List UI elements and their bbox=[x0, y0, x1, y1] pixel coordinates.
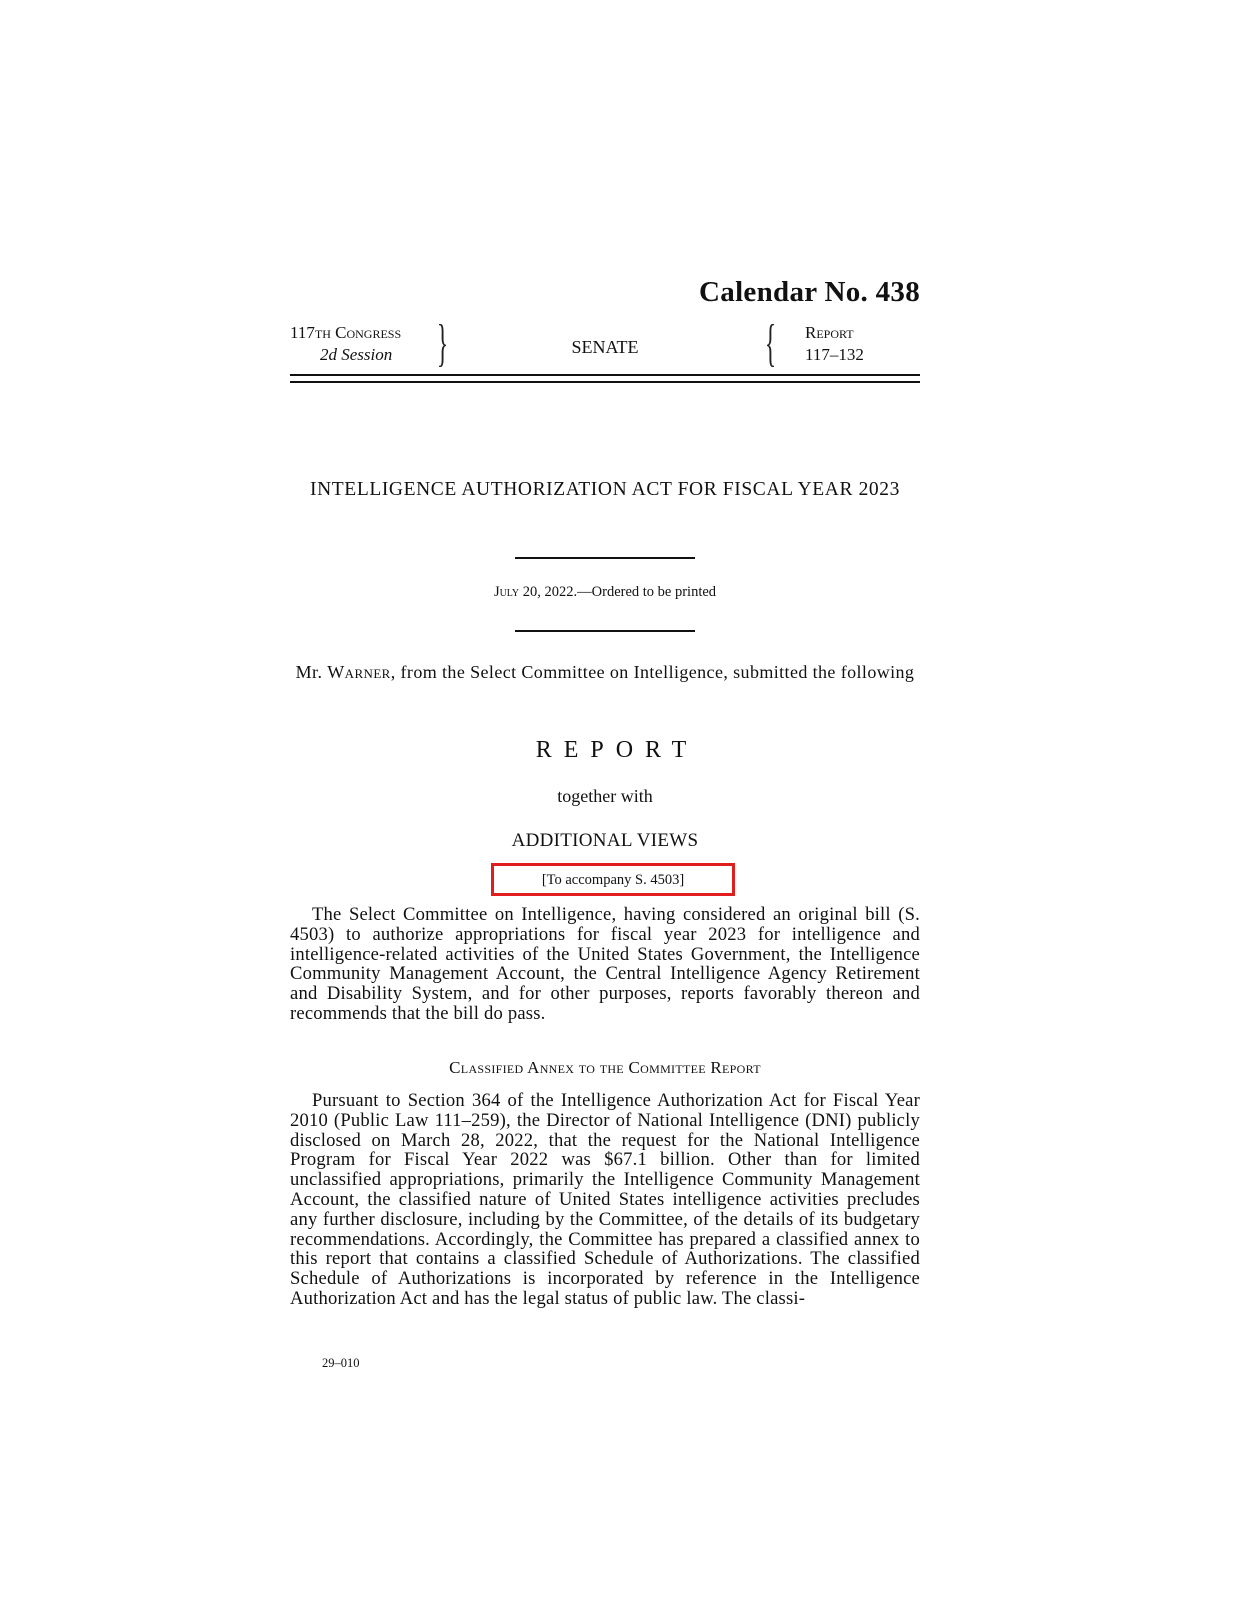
annex-section-heading: Classified Annex to the Committee Report bbox=[449, 1058, 761, 1077]
annex-paragraph: Pursuant to Section 364 of the Intelligence Authorization Act for Fiscal Year 2010 (Public Law 111–259), the Director of National Intelligence (DNI) publicly disclosed on March 28, 2022, that the request for the National Intelligence Program for Fiscal Year 2022 was $67.1 billion. Other than for limited unclassified appropriations, primarily the Intelligence Community Management Account, the classified nature of United States intelligence activities precludes any further disclosure, including by the Committee, of the details of its budgetary recommendations. Accordingly, the Committee has prepared a classified annex to this report that contains a classified Schedule of Authorizations. The classified Schedule of Authorizations is incorporated by reference in the Intelligence Authorization Act and has the legal status of public law. The classi- bbox=[290, 1090, 920, 1309]
together-with-label: together with bbox=[557, 786, 653, 806]
report-number-block bbox=[805, 322, 864, 366]
report-label: Report bbox=[805, 323, 854, 342]
session-label: 2d Session bbox=[320, 345, 393, 364]
right-brace-icon: } bbox=[436, 315, 449, 372]
document-title: INTELLIGENCE AUTHORIZATION ACT FOR FISCAL YEAR 2023 bbox=[310, 479, 900, 500]
additional-views-label: ADDITIONAL VIEWS bbox=[511, 830, 699, 851]
header-double-rule bbox=[290, 374, 920, 383]
left-brace-icon: { bbox=[764, 315, 777, 372]
calendar-number: Calendar No. 438 bbox=[699, 276, 920, 308]
submitter-prefix: Mr. bbox=[295, 662, 323, 682]
chamber-label: SENATE bbox=[571, 337, 639, 357]
intro-paragraph: The Select Committee on Intelligence, having considered an original bill (S. 4503) to authorize appropriations for fiscal year 2023 for intelligence and intelligence-related activities of the United States Government, the Intelligence Community Management Account, the Central Intelligence Agency Retirement and Disability System, and for other purposes, reports favorably thereon and recommends that the bill do pass. bbox=[290, 904, 920, 1024]
divider-rule-top bbox=[515, 557, 695, 559]
congress-label: 117th Congress bbox=[290, 323, 402, 342]
submitter-line bbox=[290, 660, 920, 684]
submitter-name: Warner bbox=[327, 662, 391, 682]
accompany-bill-label: [To accompany S. 4503] bbox=[541, 872, 685, 888]
report-header bbox=[290, 315, 920, 372]
report-number: 117–132 bbox=[805, 345, 864, 364]
ordered-text: 20, 2022.—Ordered to be printed bbox=[522, 584, 717, 600]
ordered-month: July bbox=[493, 584, 520, 600]
submitter-rest: , from the Select Committee on Intelligence, submitted the following bbox=[390, 662, 915, 682]
divider-rule-bottom bbox=[515, 630, 695, 632]
ordered-to-print-line bbox=[290, 584, 920, 601]
report-heading: REPORT bbox=[535, 737, 699, 763]
footer-job-code: 29–010 bbox=[322, 1356, 360, 1370]
